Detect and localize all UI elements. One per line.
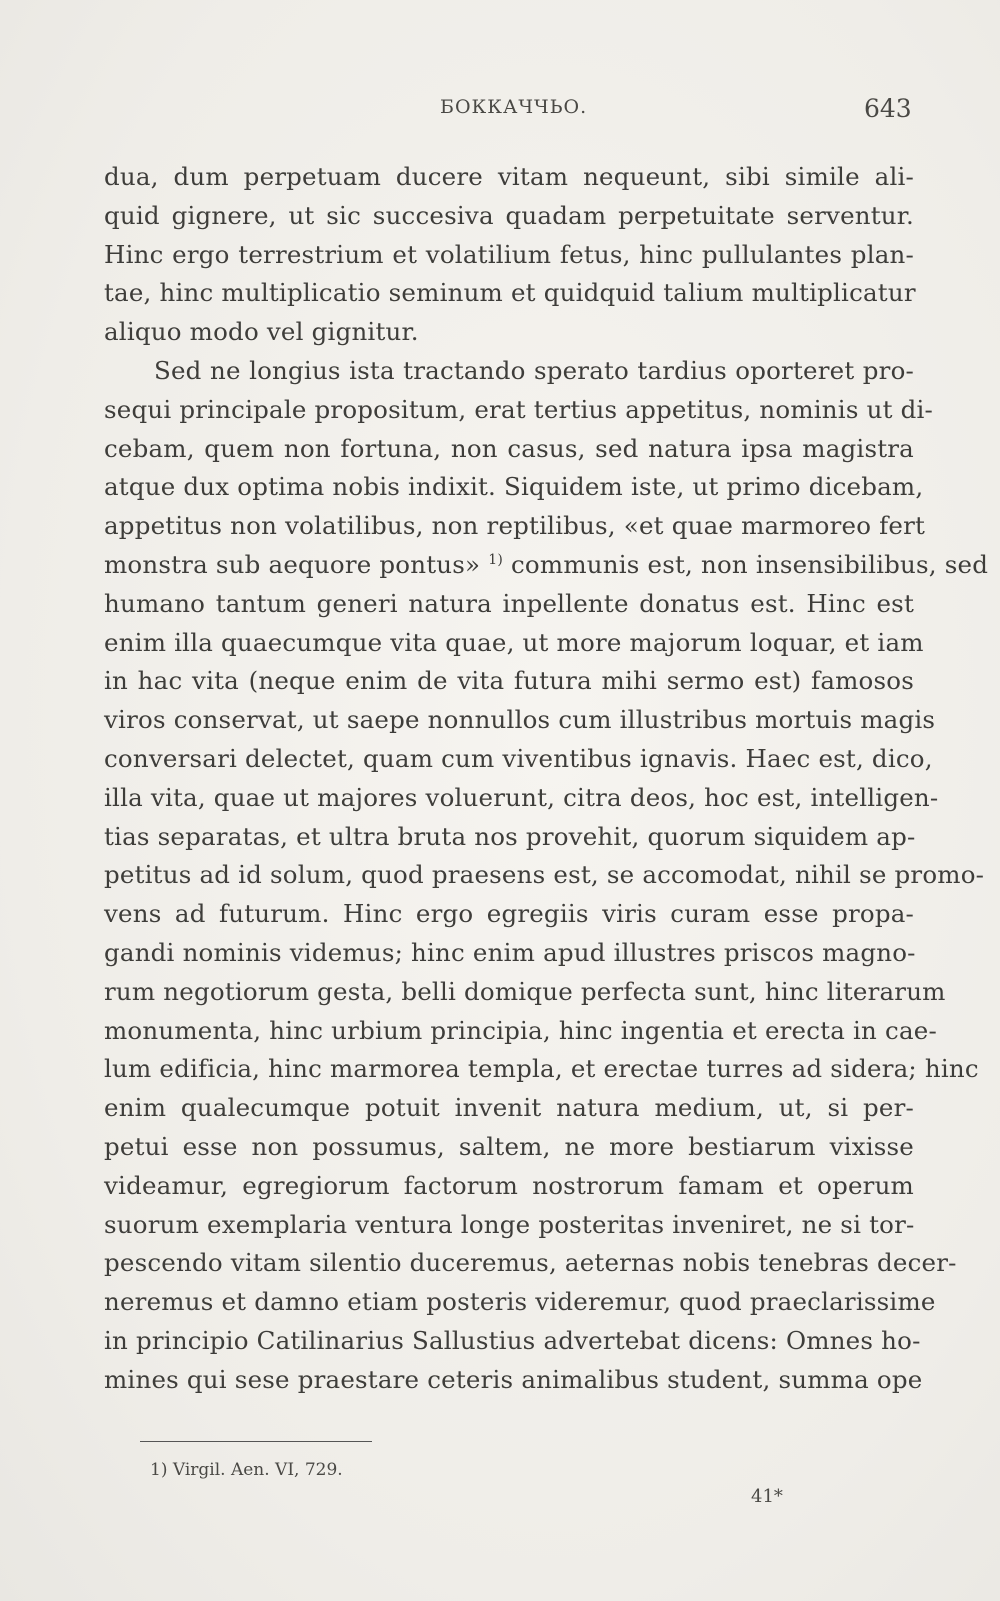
text-line: dua, dum perpetuam ducere vitam nequeunt, sibi simile ali- bbox=[104, 162, 914, 191]
text-line: cebam, quem non fortuna, non casus, sed natura ipsa magistra bbox=[104, 433, 914, 463]
running-title: БОККАЧЧЬО. bbox=[440, 96, 588, 118]
text-line: monumenta, hinc urbium principia, hinc ingentia et erecta in cae- bbox=[104, 1015, 937, 1045]
text-line: Hinc ergo terrestrium et volatilium fetus, hinc pullulantes plan- bbox=[104, 239, 914, 269]
footnote: 1) Virgil. Aen. VI, 729. bbox=[150, 1460, 343, 1480]
text-line: aliquo modo vel gignitur. bbox=[104, 317, 419, 347]
text-line: neremus et damno etiam posteris videremur, quod praeclarissime bbox=[104, 1287, 936, 1317]
text-line: videamur, egregiorum factorum nostrorum famam et operum bbox=[104, 1170, 914, 1200]
text-line: gandi nominis videmus; hinc enim apud illustres priscos magno- bbox=[104, 937, 916, 967]
running-head bbox=[0, 94, 1000, 124]
text-line: tias separatas, et ultra bruta nos provehit, quorum siquidem ap- bbox=[104, 821, 916, 851]
text-line: enim qualecumque potuit invenit natura medium, ut, si per- bbox=[104, 1093, 914, 1123]
text-line: mines qui sese praestare ceteris animalibus student, summa ope bbox=[104, 1364, 923, 1394]
text-line: rum negotiorum gesta, belli domique perfecta sunt, hinc literarum bbox=[104, 976, 946, 1006]
body-text bbox=[104, 158, 989, 1400]
text-line: Sed ne longius ista tractando sperato tardius oporteret pro- bbox=[154, 355, 914, 385]
page-number: 643 bbox=[864, 94, 912, 123]
text-line: in hac vita (neque enim de vita futura mihi sermo est) famosos bbox=[104, 666, 914, 696]
text-line: illa vita, quae ut majores voluerunt, citra deos, hoc est, intelligen- bbox=[104, 782, 939, 812]
text-line: pescendo vitam silentio duceremus, aeternas nobis tenebras decer- bbox=[104, 1248, 957, 1278]
text-line: appetitus non volatilibus, non reptilibus, «et quae marmoreo fert bbox=[104, 511, 926, 541]
text-line: petitus ad id solum, quod praesens est, se accomodat, nihil se promo- bbox=[104, 860, 985, 890]
footnote-divider bbox=[140, 1441, 372, 1442]
text-segment: monstra sub aequore pontus» bbox=[104, 549, 481, 579]
text-line: sequi principale propositum, erat tertius appetitus, nominis ut di- bbox=[104, 394, 933, 424]
text-line: suorum exemplaria ventura longe posteritas inveniret, ne si tor- bbox=[104, 1209, 915, 1239]
text-line: humano tantum generi natura inpellente donatus est. Hinc est bbox=[104, 588, 914, 618]
text-line: enim illa quaecumque vita quae, ut more majorum loquar, et iam bbox=[104, 627, 924, 657]
text-line-with-footnote bbox=[104, 546, 989, 585]
text-line: in principio Catilinarius Sallustius advertebat dicens: Omnes ho- bbox=[104, 1325, 921, 1355]
signature-mark: 41* bbox=[751, 1486, 783, 1507]
text-line: viros conservat, ut saepe nonnullos cum illustribus mortuis magis bbox=[104, 705, 936, 735]
text-line: petui esse non possumus, saltem, ne more bestiarum vixisse bbox=[104, 1131, 914, 1161]
text-segment: communis est, non insensibilibus, sed bbox=[511, 549, 989, 579]
text-line: quid gignere, ut sic succesiva quadam perpetuitate serventur. bbox=[104, 200, 914, 230]
text-line: tae, hinc multiplicatio seminum et quidquid talium multiplicatur bbox=[104, 278, 916, 308]
text-line: atque dux optima nobis indixit. Siquidem iste, ut primo dicebam, bbox=[104, 472, 924, 502]
text-line: lum edificia, hinc marmorea templa, et erectae turres ad sidera; hinc bbox=[104, 1054, 979, 1084]
footnote-marker: 1) bbox=[488, 551, 504, 568]
text-line: vens ad futurum. Hinc ergo egregiis viris curam esse propa- bbox=[104, 899, 914, 929]
text-line: conversari delectet, quam cum viventibus ignavis. Haec est, dico, bbox=[104, 743, 933, 773]
